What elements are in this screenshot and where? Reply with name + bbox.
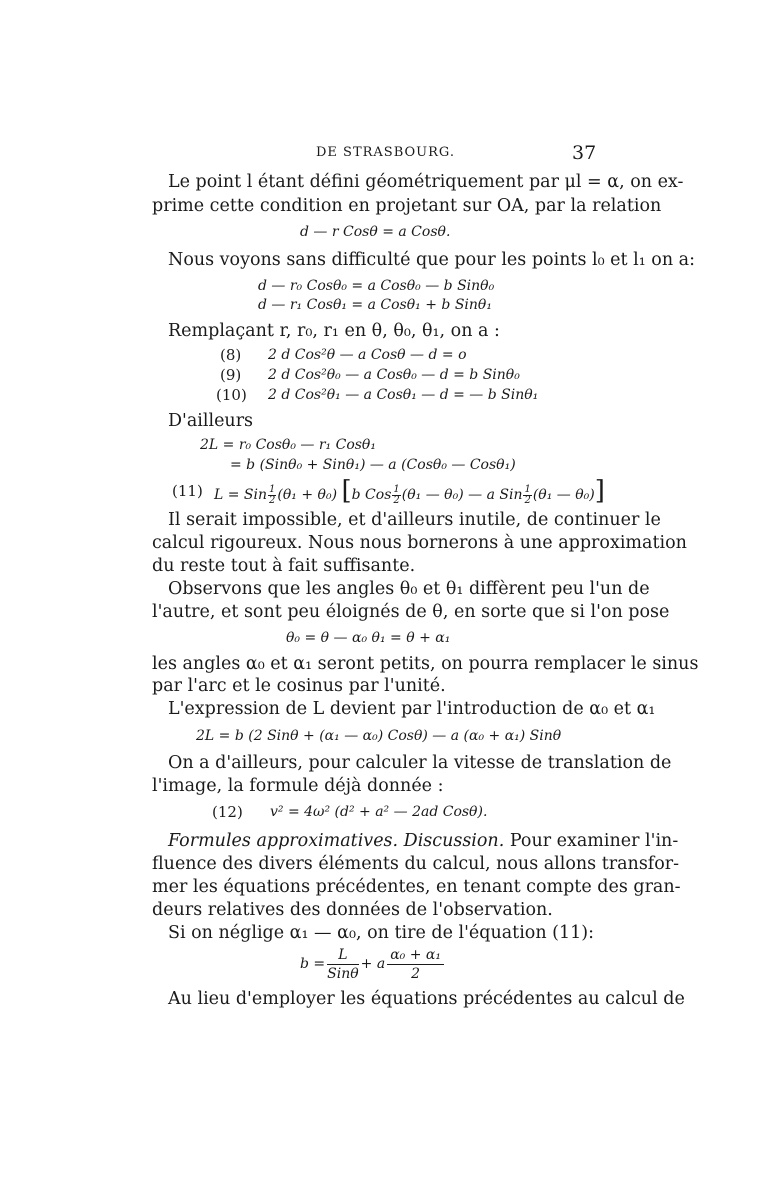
fraction: $\frac{\text{α₀ + α₁}}{2}$ xyxy=(387,946,444,983)
section-heading: Formules approximatives. Discussion. xyxy=(168,831,505,851)
text-line: par l'arc et le cosinus par l'unité. xyxy=(152,676,446,696)
equation: θ₀ = θ — α₀ θ₁ = θ + α₁ xyxy=(286,630,451,646)
equation: v² = 4ω² (d² + a² — 2ad Cosθ). xyxy=(270,804,488,820)
text-line: fluence des divers éléments du calcul, nous allons transfor- xyxy=(152,854,680,874)
equation-number: (8) xyxy=(220,346,242,364)
text-line: Si on néglige α₁ — α₀, on tire de l'équation (11): xyxy=(168,923,594,943)
equation: = b (Sinθ₀ + Sinθ₁) — a (Cosθ₀ — Cosθ₁) xyxy=(230,457,516,473)
equation: d — r₀ Cosθ₀ = a Cosθ₀ — b Sinθ₀ xyxy=(258,278,495,294)
equation: 2L = b (2 Sinθ + (α₁ — α₀) Cosθ) — a (α₀ + α₁) Sinθ xyxy=(196,728,562,744)
equation: 2 d Cos²θ₀ — a Cosθ₀ — d = b Sinθ₀ xyxy=(268,367,520,383)
equation-number: (12) xyxy=(212,803,243,821)
text-line: mer les équations précédentes, en tenant compte des gran- xyxy=(152,877,681,897)
bracket-close: ] xyxy=(594,476,605,506)
bracket-open: [ xyxy=(341,476,352,506)
equation: 2 d Cos²θ₁ — a Cosθ₁ — d = — b Sinθ₁ xyxy=(268,387,539,403)
equation: 2L = r₀ Cosθ₀ — r₁ Cosθ₁ xyxy=(200,437,376,453)
equation-11: L = Sin $\frac{1}{2}$ (θ₁ + θ₀) [b Cos $\frac{1}{2}$ (θ₁ — θ₀) — a Sin $\frac{1}{2}$ (θ₁ — θ₀)] xyxy=(214,476,605,506)
text-line: Remplaçant r, r₀, r₁ en θ, θ₀, θ₁, on a : xyxy=(168,321,500,341)
equation-11-lhs: L = Sin xyxy=(214,487,268,503)
equation: 2 d Cos²θ — a Cosθ — d = o xyxy=(268,347,467,363)
text-line: On a d'ailleurs, pour calculer la vitesse de translation de xyxy=(168,753,672,773)
text-line: Au lieu d'employer les équations précédentes au calcul de xyxy=(168,989,685,1009)
text-line: deurs relatives des données de l'observation. xyxy=(152,900,553,920)
text-line: l'autre, et sont peu éloignés de θ, en sorte que si l'on pose xyxy=(152,602,670,622)
running-header: DE STRASBOURG. xyxy=(316,145,455,160)
text-line: Le point l étant défini géométriquement par μl = α, on ex- xyxy=(168,172,684,192)
equation-b: b = L Sinθ + a $\frac{\text{α₀ + α₁}}{2}$ xyxy=(300,944,446,984)
text-line: D'ailleurs xyxy=(168,411,254,431)
text-line: calcul rigoureux. Nous nous bornerons à une approximation xyxy=(152,533,687,553)
text-line: prime cette condition en projetant sur OA, par la relation xyxy=(152,196,662,216)
text-line: l'image, la formule déjà donnée : xyxy=(152,776,444,796)
text-line: Il serait impossible, et d'ailleurs inutile, de continuer le xyxy=(168,510,661,530)
text-line: Nous voyons sans difficulté que pour les points l₀ et l₁ on a: xyxy=(168,250,696,270)
fraction-half: $\frac{1}{2}$ xyxy=(393,483,400,506)
fraction: L Sinθ xyxy=(327,946,359,982)
equation-number: (9) xyxy=(220,366,242,384)
equation-number: (10) xyxy=(216,386,247,404)
equation: d — r Cosθ = a Cosθ. xyxy=(300,224,451,240)
equation: d — r₁ Cosθ₁ = a Cosθ₁ + b Sinθ₁ xyxy=(258,297,492,313)
page-number: 37 xyxy=(572,142,597,164)
text-line: les angles α₀ et α₁ seront petits, on pourra remplacer le sinus xyxy=(152,654,699,674)
equation-number: (11) xyxy=(172,482,203,500)
fraction-half: $\frac{1}{2}$ xyxy=(269,483,276,506)
text-line: L'expression de L devient par l'introduction de α₀ et α₁ xyxy=(168,699,656,719)
text-line: du reste tout à fait suffisante. xyxy=(152,556,416,576)
text-line: Formules approximatives. Discussion. Pour examiner l'in- xyxy=(168,831,679,851)
text-line: Observons que les angles θ₀ et θ₁ diffèrent peu l'un de xyxy=(168,579,650,599)
fraction-half: $\frac{1}{2}$ xyxy=(524,483,531,506)
